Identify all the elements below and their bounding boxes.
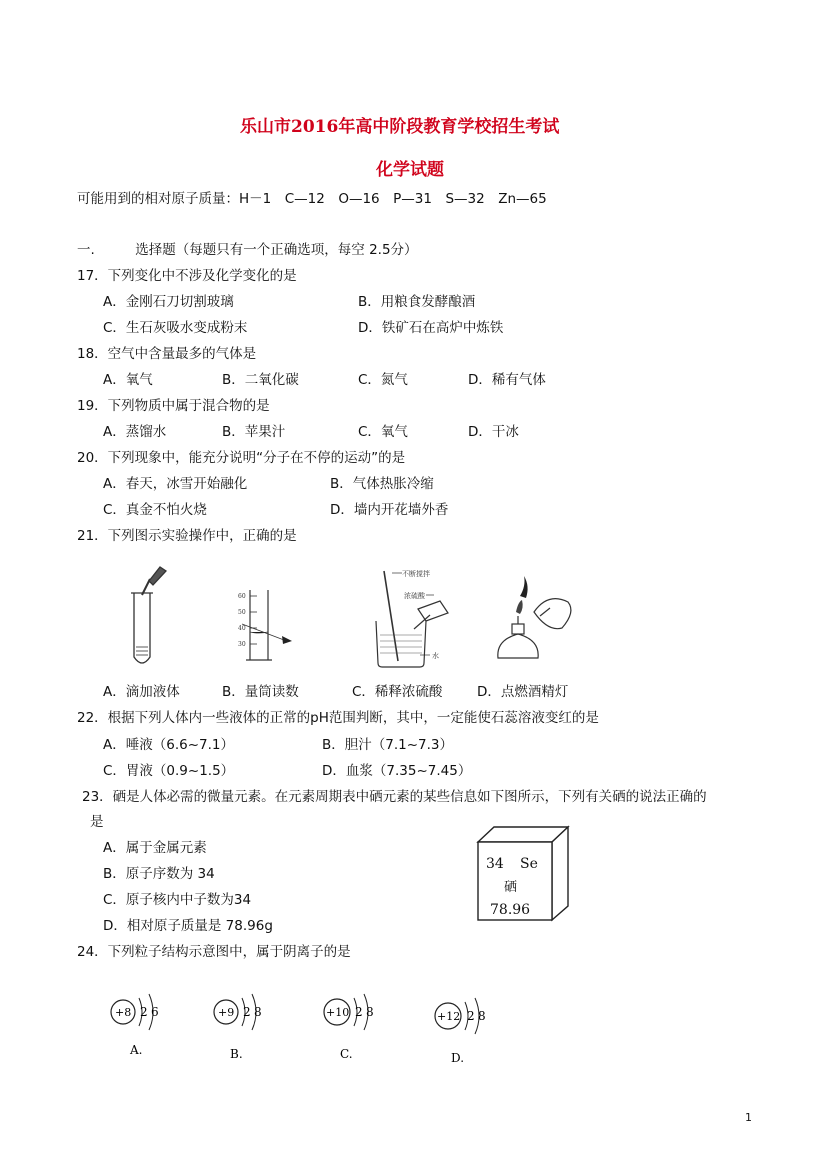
particle-a-shell-2: 6	[151, 1005, 159, 1019]
q20-option-b: B．气体热胀冷缩	[330, 476, 434, 492]
cylinder-tick-40: 40	[238, 625, 246, 632]
q21-option-c: C．稀释浓硫酸	[352, 684, 443, 700]
q21-option-b: B．量筒读数	[222, 684, 299, 700]
selenium-element-tile	[474, 824, 574, 924]
question-17-stem: 17．下列变化中不涉及化学变化的是	[77, 268, 297, 284]
q18-option-b: B．二氧化碳	[222, 372, 299, 388]
q22-option-d: D．血浆（7.35~7.45）	[322, 763, 472, 779]
particle-a-shell-1: 2	[140, 1005, 148, 1019]
cylinder-tick-60: 60	[238, 593, 246, 600]
particle-b-label: B.	[230, 1047, 243, 1061]
q17-option-c: C．生石灰吸水变成粉末	[103, 320, 248, 336]
q19-option-d: D．干冰	[468, 424, 519, 440]
q23-option-a: A．属于金属元素	[103, 840, 207, 856]
q23-option-c: C．原子核内中子数为34	[103, 892, 252, 908]
particle-c-shell-1: 2	[355, 1005, 363, 1019]
q21-option-a: A．滴加液体	[103, 684, 180, 700]
exam-title: 乐山市2016年高中阶段教育学校招生考试	[240, 117, 560, 137]
q22-option-a: A．唾液（6.6~7.1）	[103, 737, 234, 753]
stir-label: 不断搅拌	[402, 570, 430, 578]
q18-option-a: A．氧气	[103, 372, 153, 388]
question-23-stem-line2: 是	[90, 814, 104, 830]
question-19-stem: 19．下列物质中属于混合物的是	[77, 398, 270, 414]
particle-a-label: A.	[130, 1043, 143, 1057]
q20-option-d: D．墙内开花墙外香	[330, 502, 449, 518]
water-label: 水	[432, 652, 439, 660]
q19-option-c: C．氧气	[358, 424, 408, 440]
question-24-stem: 24．下列粒子结构示意图中，属于阴离子的是	[77, 944, 351, 960]
element-name: 硒	[504, 880, 518, 895]
q22-option-c: C．胃液（0.9~1.5）	[103, 763, 235, 779]
particle-diagram-b	[212, 988, 272, 1068]
atomic-masses: 可能用到的相对原子质量：H－1 C—12 O—16 P—31 S—32 Zn—65	[77, 191, 547, 207]
q18-option-d: D．稀有气体	[468, 372, 546, 388]
element-symbol: Se	[520, 856, 538, 872]
q20-option-c: C．真金不怕火烧	[103, 502, 207, 518]
question-20-stem: 20．下列现象中，能充分说明“分子在不停的运动”的是	[77, 450, 406, 466]
question-22-stem: 22．根据下列人体内一些液体的正常的pH范围判断，其中，一定能使石蕊溶液变红的是	[77, 710, 599, 726]
q20-option-a: A．春天，冰雪开始融化	[103, 476, 248, 492]
particle-diagram-a	[108, 988, 168, 1068]
element-atomic-number: 34	[486, 856, 504, 872]
particle-diagram-c	[322, 988, 384, 1068]
acid-label: 浓硫酸	[404, 592, 425, 600]
particle-diagram-d	[433, 992, 495, 1072]
particle-d-shell-2: 8	[478, 1009, 486, 1023]
particle-d-label: D.	[451, 1051, 465, 1065]
question-21-stem: 21．下列图示实验操作中，正确的是	[77, 528, 297, 544]
alcohol-lamp-figure	[488, 572, 578, 667]
particle-b-shell-2: 8	[254, 1005, 262, 1019]
particle-d-shell-1: 2	[467, 1009, 475, 1023]
page-number: 1	[745, 1111, 752, 1124]
question-18-stem: 18．空气中含量最多的气体是	[77, 346, 257, 362]
q19-option-b: B．苹果汁	[222, 424, 286, 440]
question-23-stem-line1: 23．硒是人体必需的微量元素。在元素周期表中硒元素的某些信息如下图所示，下列有关硒的说法正确的	[82, 789, 707, 805]
particle-c-shell-2: 8	[366, 1005, 374, 1019]
q21-option-d: D．点燃酒精灯	[477, 684, 569, 700]
q18-option-c: C．氮气	[358, 372, 408, 388]
cylinder-figure	[222, 588, 297, 663]
element-mass: 78.96	[490, 902, 531, 918]
section-heading: 一. 选择题（每题只有一个正确选项，每空 2.5分）	[77, 242, 418, 258]
q23-option-b: B．原子序数为 34	[103, 866, 215, 882]
particle-d-nucleus: +12	[437, 1010, 461, 1023]
particle-b-shell-1: 2	[243, 1005, 251, 1019]
dilution-figure	[368, 565, 468, 670]
cylinder-tick-50: 50	[238, 609, 246, 616]
exam-subtitle: 化学试题	[376, 160, 444, 180]
particle-c-nucleus: +10	[326, 1006, 350, 1019]
q17-option-a: A．金刚石刀切割玻璃	[103, 294, 234, 310]
particle-b-nucleus: +9	[218, 1006, 235, 1019]
q17-option-d: D．铁矿石在高炉中炼铁	[358, 320, 504, 336]
q23-option-d: D．相对原子质量是 78.96g	[103, 918, 273, 934]
dropper-figure	[120, 565, 180, 670]
q22-option-b: B．胆汁（7.1~7.3）	[322, 737, 454, 753]
q19-option-a: A．蒸馏水	[103, 424, 167, 440]
cylinder-tick-30: 30	[238, 641, 246, 648]
particle-c-label: C.	[340, 1047, 353, 1061]
particle-a-nucleus: +8	[115, 1006, 132, 1019]
q17-option-b: B．用粮食发酵酿酒	[358, 294, 476, 310]
